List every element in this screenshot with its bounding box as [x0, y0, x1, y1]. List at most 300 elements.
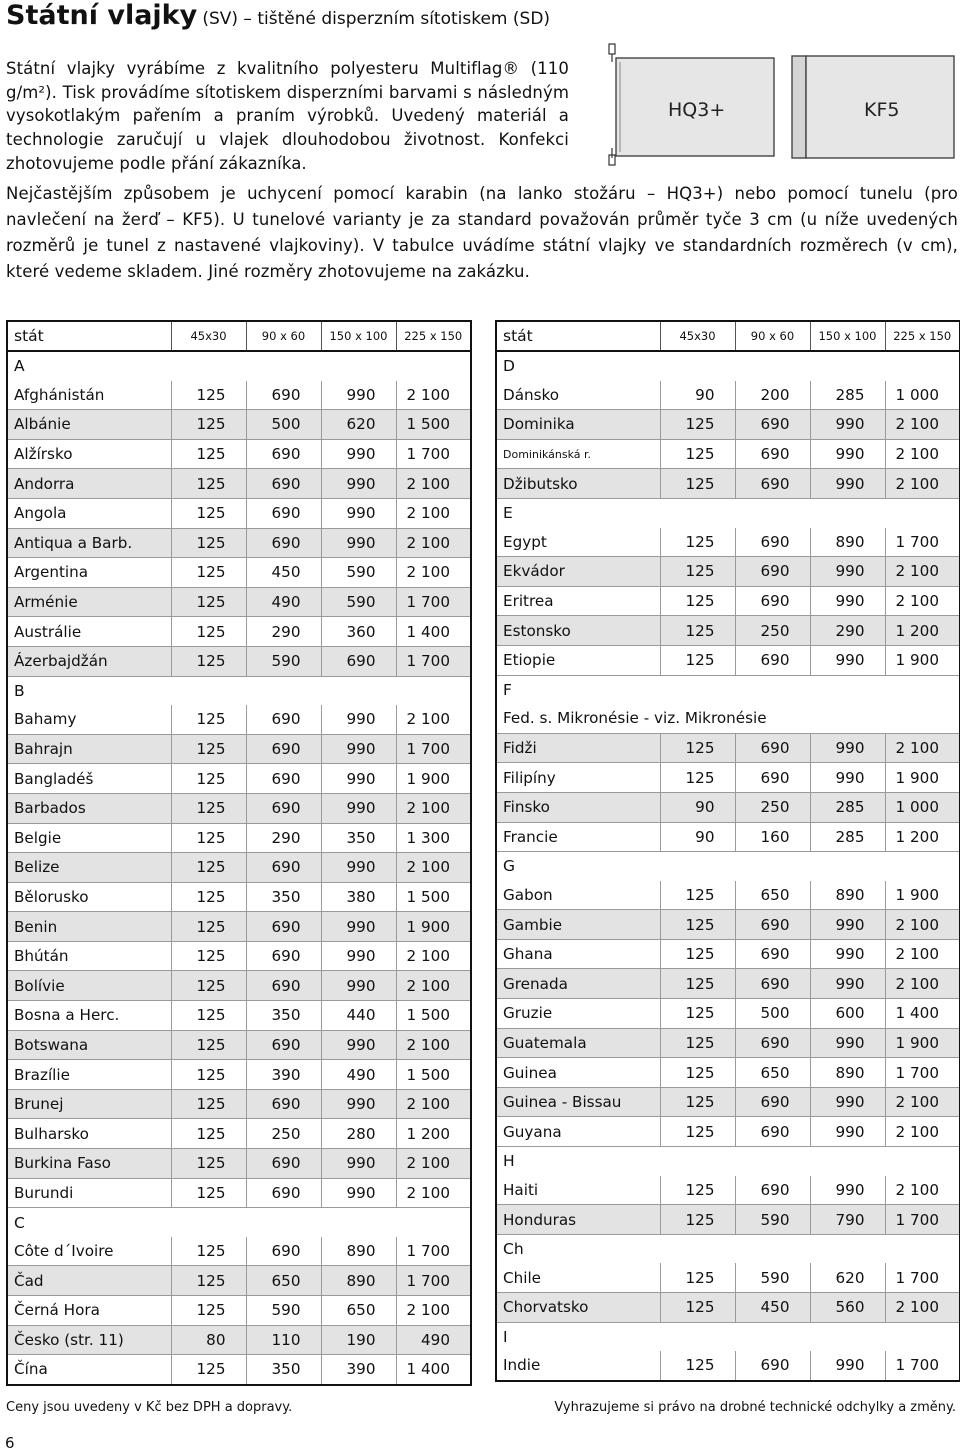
letter-heading: G — [496, 852, 660, 881]
price-cell: 285 — [810, 381, 885, 410]
price-cell: 110 — [246, 1325, 321, 1355]
price-cell: 125 — [171, 558, 246, 588]
price-cell: 690 — [735, 969, 810, 999]
price-cell: 2 100 — [885, 1087, 960, 1117]
price-cell: 1 500 — [396, 410, 471, 440]
empty-cell — [396, 676, 471, 705]
price-cell: 620 — [321, 410, 396, 440]
price-cell: 125 — [171, 469, 246, 499]
table-row — [496, 439, 960, 469]
country-name: Belgie — [7, 823, 171, 853]
price-cell: 125 — [171, 1001, 246, 1031]
table-row — [7, 912, 471, 942]
letter-heading: H — [496, 1147, 660, 1176]
empty-cell — [885, 1147, 960, 1176]
price-cell: 690 — [246, 528, 321, 558]
price-cell: 2 100 — [396, 528, 471, 558]
price-cell: 2 100 — [396, 498, 471, 528]
price-cell: 2 100 — [396, 1149, 471, 1179]
price-cell: 1 700 — [885, 1263, 960, 1292]
price-cell: 690 — [735, 733, 810, 763]
price-cell: 990 — [321, 705, 396, 734]
flag-price-table-left — [6, 320, 472, 1386]
empty-cell — [885, 498, 960, 527]
country-name: Albánie — [7, 410, 171, 440]
price-cell: 125 — [171, 823, 246, 853]
price-cell: 250 — [735, 616, 810, 646]
price-cell: 290 — [246, 617, 321, 647]
price-cell: 1 700 — [396, 1266, 471, 1296]
letter-heading: F — [496, 675, 660, 704]
country-name: Bahamy — [7, 705, 171, 734]
empty-cell — [660, 1322, 735, 1351]
table-row — [7, 1089, 471, 1119]
price-cell: 590 — [735, 1205, 810, 1235]
price-cell: 2 100 — [396, 1089, 471, 1119]
price-cell: 125 — [171, 1296, 246, 1326]
empty-cell — [660, 498, 735, 527]
country-name: Grenada — [496, 969, 660, 999]
country-name: Côte d´Ivoire — [7, 1237, 171, 1266]
price-cell: 990 — [810, 1351, 885, 1381]
price-cell: 125 — [171, 617, 246, 647]
price-cell: 690 — [735, 763, 810, 793]
price-cell: 125 — [171, 1030, 246, 1060]
footer-note-rights: Vyhrazujeme si právo na drobné technické odchylky a změny. — [554, 1400, 956, 1415]
table-row — [7, 469, 471, 499]
empty-cell — [735, 1234, 810, 1263]
column-header-country: stát — [496, 321, 660, 351]
price-cell: 2 100 — [885, 910, 960, 940]
country-name: Bosna a Herc. — [7, 1001, 171, 1031]
price-cell: 125 — [171, 912, 246, 942]
letter-heading: Ch — [496, 1234, 660, 1263]
table-header-row — [496, 321, 960, 351]
country-name: Chile — [496, 1263, 660, 1292]
table-row — [7, 705, 471, 734]
price-cell: 690 — [246, 971, 321, 1001]
price-cell: 1 200 — [885, 616, 960, 646]
price-cell: 2 100 — [885, 410, 960, 440]
price-cell: 690 — [735, 939, 810, 969]
letter-group-row — [496, 1322, 960, 1351]
letter-group-row — [7, 1208, 471, 1237]
price-cell: 1 000 — [885, 381, 960, 410]
price-cell: 1 700 — [885, 1205, 960, 1235]
price-cell: 125 — [171, 764, 246, 794]
empty-cell — [246, 676, 321, 705]
price-cell: 690 — [735, 1176, 810, 1205]
table-row — [7, 823, 471, 853]
country-name: Estonsko — [496, 616, 660, 646]
price-cell: 125 — [171, 793, 246, 823]
price-cell: 2 100 — [396, 941, 471, 971]
table-row — [496, 881, 960, 910]
price-cell: 125 — [171, 1089, 246, 1119]
price-cell: 90 — [660, 792, 735, 822]
table-row — [496, 763, 960, 793]
price-cell: 490 — [321, 1060, 396, 1090]
empty-cell — [735, 1322, 810, 1351]
empty-cell — [321, 1208, 396, 1237]
hq3-label: HQ3+ — [668, 99, 726, 121]
empty-cell — [885, 1322, 960, 1351]
price-cell: 125 — [171, 1355, 246, 1385]
price-cell: 690 — [246, 853, 321, 883]
table-row — [496, 1087, 960, 1117]
footer-note-prices: Ceny jsou uvedeny v Kč bez DPH a dopravy. — [6, 1400, 293, 1415]
price-cell: 990 — [810, 410, 885, 440]
price-cell: 125 — [660, 645, 735, 675]
price-cell: 1 900 — [885, 763, 960, 793]
price-cell: 350 — [246, 1355, 321, 1385]
country-name: Finsko — [496, 792, 660, 822]
country-name: Dominikánská r. — [496, 439, 660, 469]
letter-heading: A — [7, 351, 171, 381]
price-cell: 990 — [321, 498, 396, 528]
price-cell: 2 100 — [396, 705, 471, 734]
price-cell: 690 — [246, 1089, 321, 1119]
country-name: Dánsko — [496, 381, 660, 410]
price-cell: 690 — [246, 912, 321, 942]
empty-cell — [735, 1147, 810, 1176]
table-row — [7, 558, 471, 588]
hq3-flag-drawing — [596, 44, 774, 165]
price-cell: 690 — [246, 1149, 321, 1179]
price-cell: 125 — [171, 439, 246, 469]
price-cell: 690 — [246, 1030, 321, 1060]
country-name: Afghánistán — [7, 381, 171, 410]
page-subtitle: (SV) – tištěné disperzním sítotiskem (SD) — [202, 9, 551, 29]
empty-cell — [171, 676, 246, 705]
price-cell: 125 — [171, 1119, 246, 1149]
letter-heading: D — [496, 351, 660, 381]
price-cell: 125 — [171, 410, 246, 440]
price-cell: 690 — [735, 439, 810, 469]
page-number: 6 — [5, 1434, 15, 1452]
country-name: Čad — [7, 1266, 171, 1296]
price-cell: 2 100 — [885, 939, 960, 969]
price-cell: 125 — [171, 1266, 246, 1296]
price-cell: 125 — [660, 1176, 735, 1205]
price-cell: 350 — [246, 1001, 321, 1031]
letter-group-row — [496, 1147, 960, 1176]
country-name: Andorra — [7, 469, 171, 499]
table-row — [496, 969, 960, 999]
table-row — [7, 587, 471, 617]
price-cell: 600 — [810, 999, 885, 1029]
empty-cell — [660, 1147, 735, 1176]
country-name: Gambie — [496, 910, 660, 940]
price-cell: 990 — [321, 912, 396, 942]
price-cell: 125 — [660, 1263, 735, 1292]
price-cell: 1 900 — [396, 764, 471, 794]
price-cell: 990 — [810, 910, 885, 940]
empty-cell — [810, 1322, 885, 1351]
table-row — [7, 971, 471, 1001]
price-cell: 990 — [321, 971, 396, 1001]
country-name: Guinea — [496, 1058, 660, 1088]
price-cell: 1 500 — [396, 1001, 471, 1031]
table-row — [496, 999, 960, 1029]
table-row — [496, 1117, 960, 1147]
country-name: Guyana — [496, 1117, 660, 1147]
table-row — [7, 1237, 471, 1266]
country-name: Brunej — [7, 1089, 171, 1119]
country-name: Indie — [496, 1351, 660, 1381]
price-cell: 2 100 — [396, 381, 471, 410]
price-cell: 125 — [171, 853, 246, 883]
table-row — [496, 1293, 960, 1323]
empty-cell — [735, 675, 810, 704]
table-row — [7, 793, 471, 823]
price-cell: 125 — [660, 733, 735, 763]
empty-cell — [735, 852, 810, 881]
table-row — [496, 616, 960, 646]
empty-cell — [660, 675, 735, 704]
price-cell: 490 — [246, 587, 321, 617]
country-name: Arménie — [7, 587, 171, 617]
table-header-row — [7, 321, 471, 351]
price-cell: 125 — [660, 939, 735, 969]
empty-cell — [810, 1147, 885, 1176]
price-cell: 350 — [246, 882, 321, 912]
price-cell: 125 — [171, 705, 246, 734]
price-cell: 2 100 — [885, 1293, 960, 1323]
table-row — [7, 882, 471, 912]
price-cell: 125 — [660, 1058, 735, 1088]
empty-cell — [810, 675, 885, 704]
price-cell: 2 100 — [396, 469, 471, 499]
price-cell: 690 — [246, 941, 321, 971]
price-cell: 990 — [810, 439, 885, 469]
country-name: Botswana — [7, 1030, 171, 1060]
price-cell: 2 100 — [396, 558, 471, 588]
price-cell: 990 — [810, 763, 885, 793]
price-cell: 690 — [321, 646, 396, 676]
price-cell: 1 200 — [885, 822, 960, 852]
price-cell: 125 — [171, 1149, 246, 1179]
letter-heading: B — [7, 676, 171, 705]
table-row — [496, 910, 960, 940]
price-cell: 1 300 — [396, 823, 471, 853]
empty-cell — [885, 351, 960, 381]
column-header-country: stát — [7, 321, 171, 351]
price-cell: 690 — [735, 528, 810, 557]
price-cell: 590 — [321, 558, 396, 588]
country-name: Bělorusko — [7, 882, 171, 912]
price-cell: 2 100 — [396, 971, 471, 1001]
country-name: Česko (str. 11) — [7, 1325, 171, 1355]
country-name: Argentina — [7, 558, 171, 588]
price-cell: 790 — [810, 1205, 885, 1235]
price-cell: 1 700 — [885, 1058, 960, 1088]
empty-cell — [171, 1208, 246, 1237]
price-cell: 690 — [246, 1237, 321, 1266]
empty-cell — [810, 351, 885, 381]
table-row — [7, 734, 471, 764]
table-row — [7, 381, 471, 410]
price-cell: 990 — [321, 1089, 396, 1119]
price-cell: 990 — [810, 1087, 885, 1117]
page-title-line — [6, 0, 550, 31]
price-cell: 890 — [810, 1058, 885, 1088]
page-title: Státní vlajky — [6, 0, 198, 31]
price-cell: 125 — [660, 999, 735, 1029]
price-cell: 125 — [171, 1237, 246, 1266]
country-name: Černá Hora — [7, 1296, 171, 1326]
price-cell: 125 — [660, 586, 735, 616]
price-cell: 990 — [321, 941, 396, 971]
empty-cell — [810, 852, 885, 881]
price-cell: 590 — [246, 1296, 321, 1326]
column-header-150x100: 150 x 100 — [810, 321, 885, 351]
price-cell: 125 — [171, 646, 246, 676]
table-row — [7, 1149, 471, 1179]
intro-paragraph-top: Státní vlajky vyrábíme z kvalitního polyesteru Multiflag® (110 g/m²). Tisk provádíme sítotiskem disperzními barvami s následným vysokotlakým pařením a praním výrobků. Uvedený materiál a technologie zaručují u vlajek dlouhodobou životnost. Konfekci zhotovujeme podle přání zákazníka. — [6, 59, 569, 173]
price-cell: 1 700 — [396, 439, 471, 469]
price-cell: 1 900 — [396, 912, 471, 942]
price-cell: 80 — [171, 1325, 246, 1355]
price-cell: 990 — [810, 469, 885, 499]
price-cell: 1 500 — [396, 882, 471, 912]
price-cell: 2 100 — [885, 969, 960, 999]
table-row — [496, 586, 960, 616]
price-cell: 125 — [171, 381, 246, 410]
price-cell: 360 — [321, 617, 396, 647]
country-name: Austrálie — [7, 617, 171, 647]
price-cell: 160 — [735, 822, 810, 852]
price-cell: 1 900 — [885, 645, 960, 675]
column-header-150x100: 150 x 100 — [321, 321, 396, 351]
price-cell: 690 — [735, 586, 810, 616]
table-row — [496, 469, 960, 499]
price-cell: 690 — [246, 381, 321, 410]
price-cell: 690 — [246, 469, 321, 499]
price-cell: 590 — [321, 587, 396, 617]
country-name: Antiqua a Barb. — [7, 528, 171, 558]
price-cell: 125 — [660, 1293, 735, 1323]
empty-cell — [885, 675, 960, 704]
flag-price-table-right — [495, 320, 960, 1382]
table-row — [7, 1296, 471, 1326]
price-cell: 990 — [321, 1030, 396, 1060]
price-cell: 2 100 — [396, 853, 471, 883]
country-name: Burkina Faso — [7, 1149, 171, 1179]
price-cell: 2 100 — [885, 733, 960, 763]
table-row — [496, 704, 960, 733]
price-cell: 125 — [660, 1028, 735, 1058]
price-cell: 125 — [171, 587, 246, 617]
country-name: Burundi — [7, 1178, 171, 1208]
kf5-flag-drawing — [792, 56, 954, 158]
table-row — [496, 557, 960, 587]
price-cell: 620 — [810, 1263, 885, 1292]
intro-paragraph-bottom: Nejčastějším způsobem je uchycení pomocí karabin (na lanko stožáru – HQ3+) nebo pomocí tunelu (pro navlečení na žerď – KF5). U tunelové varianty je za standard považován průměr tyče 3 cm (u níže uvedených rozměrů je tunel z nastavené vlajkoviny). V tabulce uvádíme státní vlajky ve standardních rozměrech (v cm), které vedeme skladem. Jiné rozměry zhotovujeme na zakázku. — [6, 184, 958, 281]
price-cell: 650 — [735, 1058, 810, 1088]
table-row — [496, 1028, 960, 1058]
price-cell: 125 — [171, 528, 246, 558]
price-cell: 1 700 — [885, 1351, 960, 1381]
kf5-label: KF5 — [864, 99, 900, 121]
country-name: Ekvádor — [496, 557, 660, 587]
price-cell: 990 — [321, 469, 396, 499]
price-cell: 2 100 — [396, 1178, 471, 1208]
letter-group-row — [496, 351, 960, 381]
price-cell: 2 100 — [885, 1117, 960, 1147]
price-cell: 125 — [660, 881, 735, 910]
price-cell: 2 100 — [396, 1296, 471, 1326]
price-cell: 1 700 — [885, 528, 960, 557]
country-name: Bulharsko — [7, 1119, 171, 1149]
table-row — [496, 1351, 960, 1381]
letter-group-row — [496, 1234, 960, 1263]
price-cell: 590 — [735, 1263, 810, 1292]
price-cell: 990 — [321, 1149, 396, 1179]
letter-group-row — [7, 676, 471, 705]
table-row — [7, 646, 471, 676]
price-cell: 125 — [171, 1060, 246, 1090]
price-cell: 125 — [660, 439, 735, 469]
price-cell: 590 — [246, 646, 321, 676]
table-row — [7, 617, 471, 647]
price-cell: 500 — [246, 410, 321, 440]
table-row — [7, 1266, 471, 1296]
price-cell: 125 — [171, 1178, 246, 1208]
country-name: Alžírsko — [7, 439, 171, 469]
price-cell: 350 — [321, 823, 396, 853]
column-header-45x30: 45x30 — [171, 321, 246, 351]
price-cell: 440 — [321, 1001, 396, 1031]
country-name: Francie — [496, 822, 660, 852]
table-row — [496, 645, 960, 675]
price-cell: 125 — [660, 1351, 735, 1381]
price-cell: 990 — [321, 1178, 396, 1208]
price-cell: 285 — [810, 792, 885, 822]
table-row — [7, 764, 471, 794]
letter-group-row — [496, 852, 960, 881]
price-cell: 690 — [735, 910, 810, 940]
price-cell: 690 — [246, 498, 321, 528]
country-name: Bolívie — [7, 971, 171, 1001]
price-cell: 125 — [660, 1117, 735, 1147]
country-name: Benin — [7, 912, 171, 942]
country-name: Guinea - Bissau — [496, 1087, 660, 1117]
empty-cell — [660, 1234, 735, 1263]
country-name: Etiopie — [496, 645, 660, 675]
price-cell: 1 700 — [396, 587, 471, 617]
price-cell: 690 — [735, 1028, 810, 1058]
empty-cell — [885, 1234, 960, 1263]
empty-cell — [396, 1208, 471, 1237]
country-name: Angola — [7, 498, 171, 528]
price-cell: 390 — [321, 1355, 396, 1385]
price-cell: 560 — [810, 1293, 885, 1323]
price-cell: 990 — [321, 381, 396, 410]
table-row — [7, 1060, 471, 1090]
price-cell: 990 — [810, 939, 885, 969]
price-cell: 125 — [171, 498, 246, 528]
price-cell: 690 — [735, 645, 810, 675]
price-cell: 1 700 — [396, 1237, 471, 1266]
price-cell: 125 — [660, 410, 735, 440]
price-cell: 285 — [810, 822, 885, 852]
price-cell: 2 100 — [885, 1176, 960, 1205]
letter-heading: I — [496, 1322, 660, 1351]
empty-cell — [660, 852, 735, 881]
price-cell: 490 — [396, 1325, 471, 1355]
price-cell: 1 200 — [396, 1119, 471, 1149]
